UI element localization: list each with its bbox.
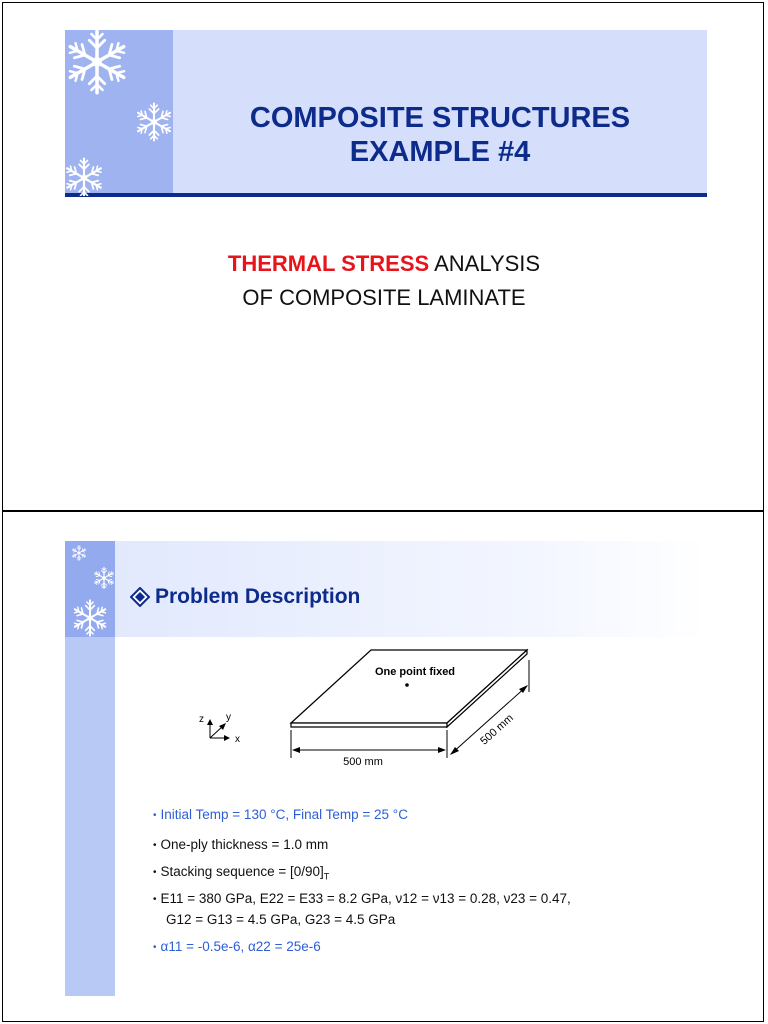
bullet-text: G12 = G13 = 4.5 GPa, G23 = 4.5 GPa: [166, 912, 396, 927]
z-axis-label: z: [199, 714, 204, 725]
title-line-2: EXAMPLE #4: [349, 136, 531, 168]
bullet-thickness: • One-ply thickness = 1.0 mm: [153, 837, 329, 852]
stacking-subscript: T: [323, 871, 330, 882]
bullet-text: Stacking sequence = [0/90]: [160, 864, 324, 879]
bullet-text: E11 = 380 GPa, E22 = E33 = 8.2 GPa, ν12 = ν13 = 0.28, ν23 = 0.47,: [160, 891, 571, 906]
bullet-stacking: • Stacking sequence = $[0/90]_T$: [153, 864, 330, 882]
fixed-point-marker: [405, 683, 409, 687]
subtitle-highlight: THERMAL STRESS: [227, 251, 430, 276]
title-line-1: COMPOSITE STRUCTURES: [249, 102, 631, 134]
bullet-moduli: • E11 = 380 GPa, E22 = E33 = 8.2 GPa, ν12 = ν13 = 0.28, ν23 = 0.47,: [153, 891, 571, 906]
plate-diagram: [183, 642, 543, 782]
x-axis-label: x: [235, 734, 240, 745]
bullet-alpha: • α11 = -0.5e-6, α22 = 25e-6: [153, 939, 321, 954]
snowflake-icon: [65, 30, 173, 196]
fixed-point-label: One point fixed: [374, 666, 456, 678]
slide-2: [2, 511, 764, 1022]
diamond-bullet-icon: [130, 587, 150, 607]
bullet-moduli-continued: [166, 912, 395, 927]
depth-dimension-label: 500 mm: [478, 712, 516, 748]
bullet-text: Initial Temp = 130 °C, Final Temp = 25 °C: [160, 807, 408, 822]
arrow-head-right: [438, 747, 446, 753]
bullet-text: One-ply thickness = 1.0 mm: [160, 837, 329, 852]
subtitle-rest: ANALYSIS: [429, 251, 541, 276]
snowflake-icon: [65, 541, 115, 641]
plate-edge-front: [291, 723, 447, 727]
y-axis-label: y: [226, 712, 231, 723]
subtitle-line-2: OF COMPOSITE LAMINATE: [242, 285, 526, 310]
bullet-text: α11 = -0.5e-6, α22 = 25e-6: [160, 939, 321, 954]
subtitle-line-1: [3, 251, 765, 277]
width-dimension-label: 500 mm: [343, 756, 383, 768]
slide-title: [173, 101, 707, 169]
bullet-temperature: • Initial Temp = 130 °C, Final Temp = 25 °C: [153, 807, 408, 822]
arrow-head-left: [292, 747, 300, 753]
section-title: Problem Description: [155, 585, 361, 608]
slide-1: [2, 2, 764, 511]
